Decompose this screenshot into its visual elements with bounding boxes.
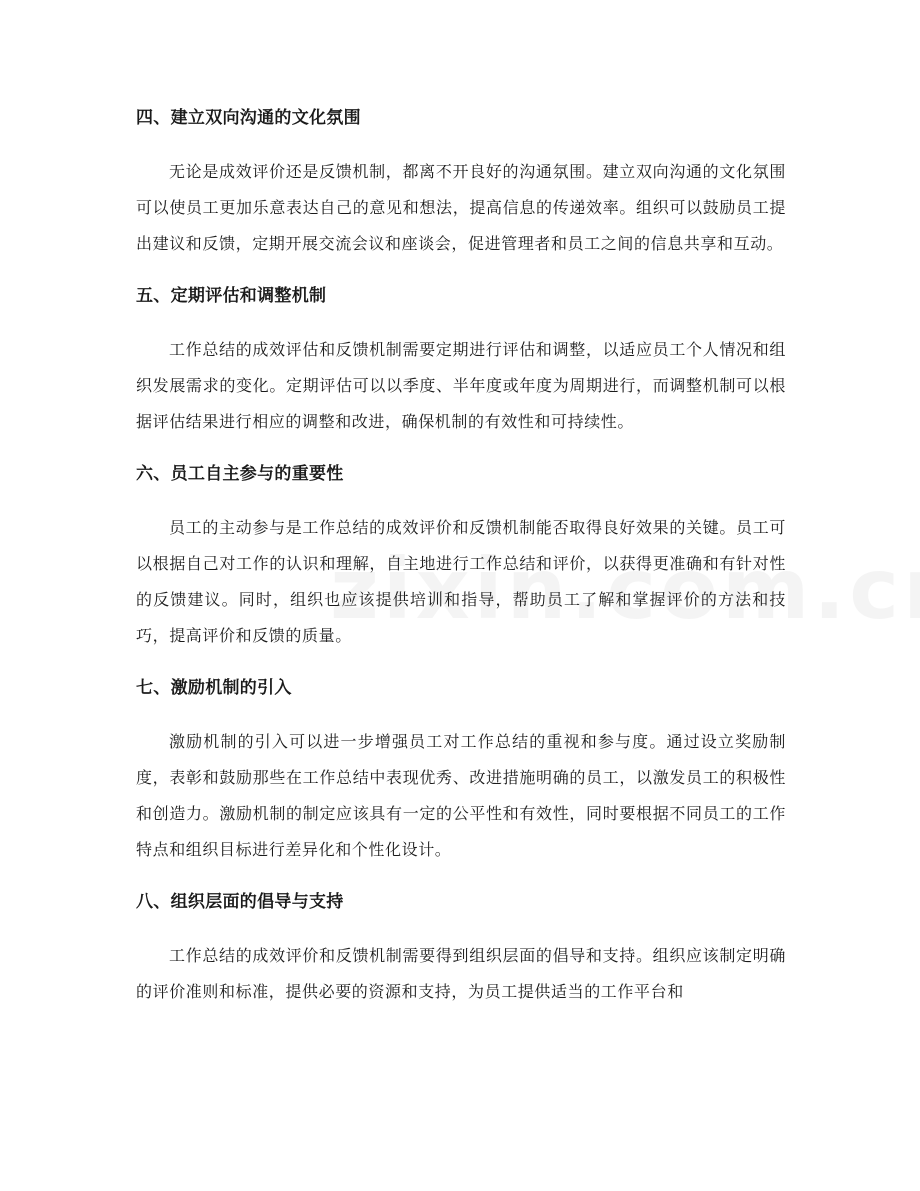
section-paragraph: 激励机制的引入可以进一步增强员工对工作总结的重视和参与度。通过设立奖励制度，表彰和鼓励那些在工作总结中表现优秀、改进措施明确的员工，以激发员工的积极性和创造力。激励机制的制定应该具有一定的公平性和有效性，同时要根据不同员工的工作特点和组织目标进行差异化和个性化设计。 <box>136 732 786 859</box>
section-paragraph: 工作总结的成效评价和反馈机制需要得到组织层面的倡导和支持。组织应该制定明确的评价准则和标准，提供必要的资源和支持，为员工提供适当的工作平台和 <box>136 946 786 1001</box>
section-heading: 七、激励机制的引入 <box>136 678 292 698</box>
section-5 <box>136 282 786 440</box>
section-paragraph: 员工的主动参与是工作总结的成效评价和反馈机制能否取得良好效果的关键。员工可以根据自己对工作的认识和理解，自主地进行工作总结和评价，以获得更准确和有针对性的反馈建议。同时，组织也应该提供培训和指导，帮助员工了解和掌握评价的方法和技巧，提高评价和反馈的质量。 <box>136 518 786 645</box>
section-7 <box>136 674 786 868</box>
section-heading: 四、建立双向沟通的文化氛围 <box>136 108 361 128</box>
section-paragraph: 无论是成效评价还是反馈机制，都离不开良好的沟通氛围。建立双向沟通的文化氛围可以使员工更加乐意表达自己的意见和想法，提高信息的传递效率。组织可以鼓励员工提出建议和反馈，定期开展交流会议和座谈会，促进管理者和员工之间的信息共享和互动。 <box>136 162 786 253</box>
section-paragraph: 工作总结的成效评估和反馈机制需要定期进行评估和调整，以适应员工个人情况和组织发展需求的变化。定期评估可以以季度、半年度或年度为周期进行，而调整机制可以根据评估结果进行相应的调整和改进，确保机制的有效性和可持续性。 <box>136 340 786 431</box>
section-4 <box>136 104 786 262</box>
document-body <box>136 104 786 1030</box>
section-heading: 八、组织层面的倡导与支持 <box>136 892 344 912</box>
section-6 <box>136 460 786 654</box>
section-heading: 六、员工自主参与的重要性 <box>136 464 344 484</box>
section-heading: 五、定期评估和调整机制 <box>136 286 327 306</box>
section-8 <box>136 888 786 1010</box>
